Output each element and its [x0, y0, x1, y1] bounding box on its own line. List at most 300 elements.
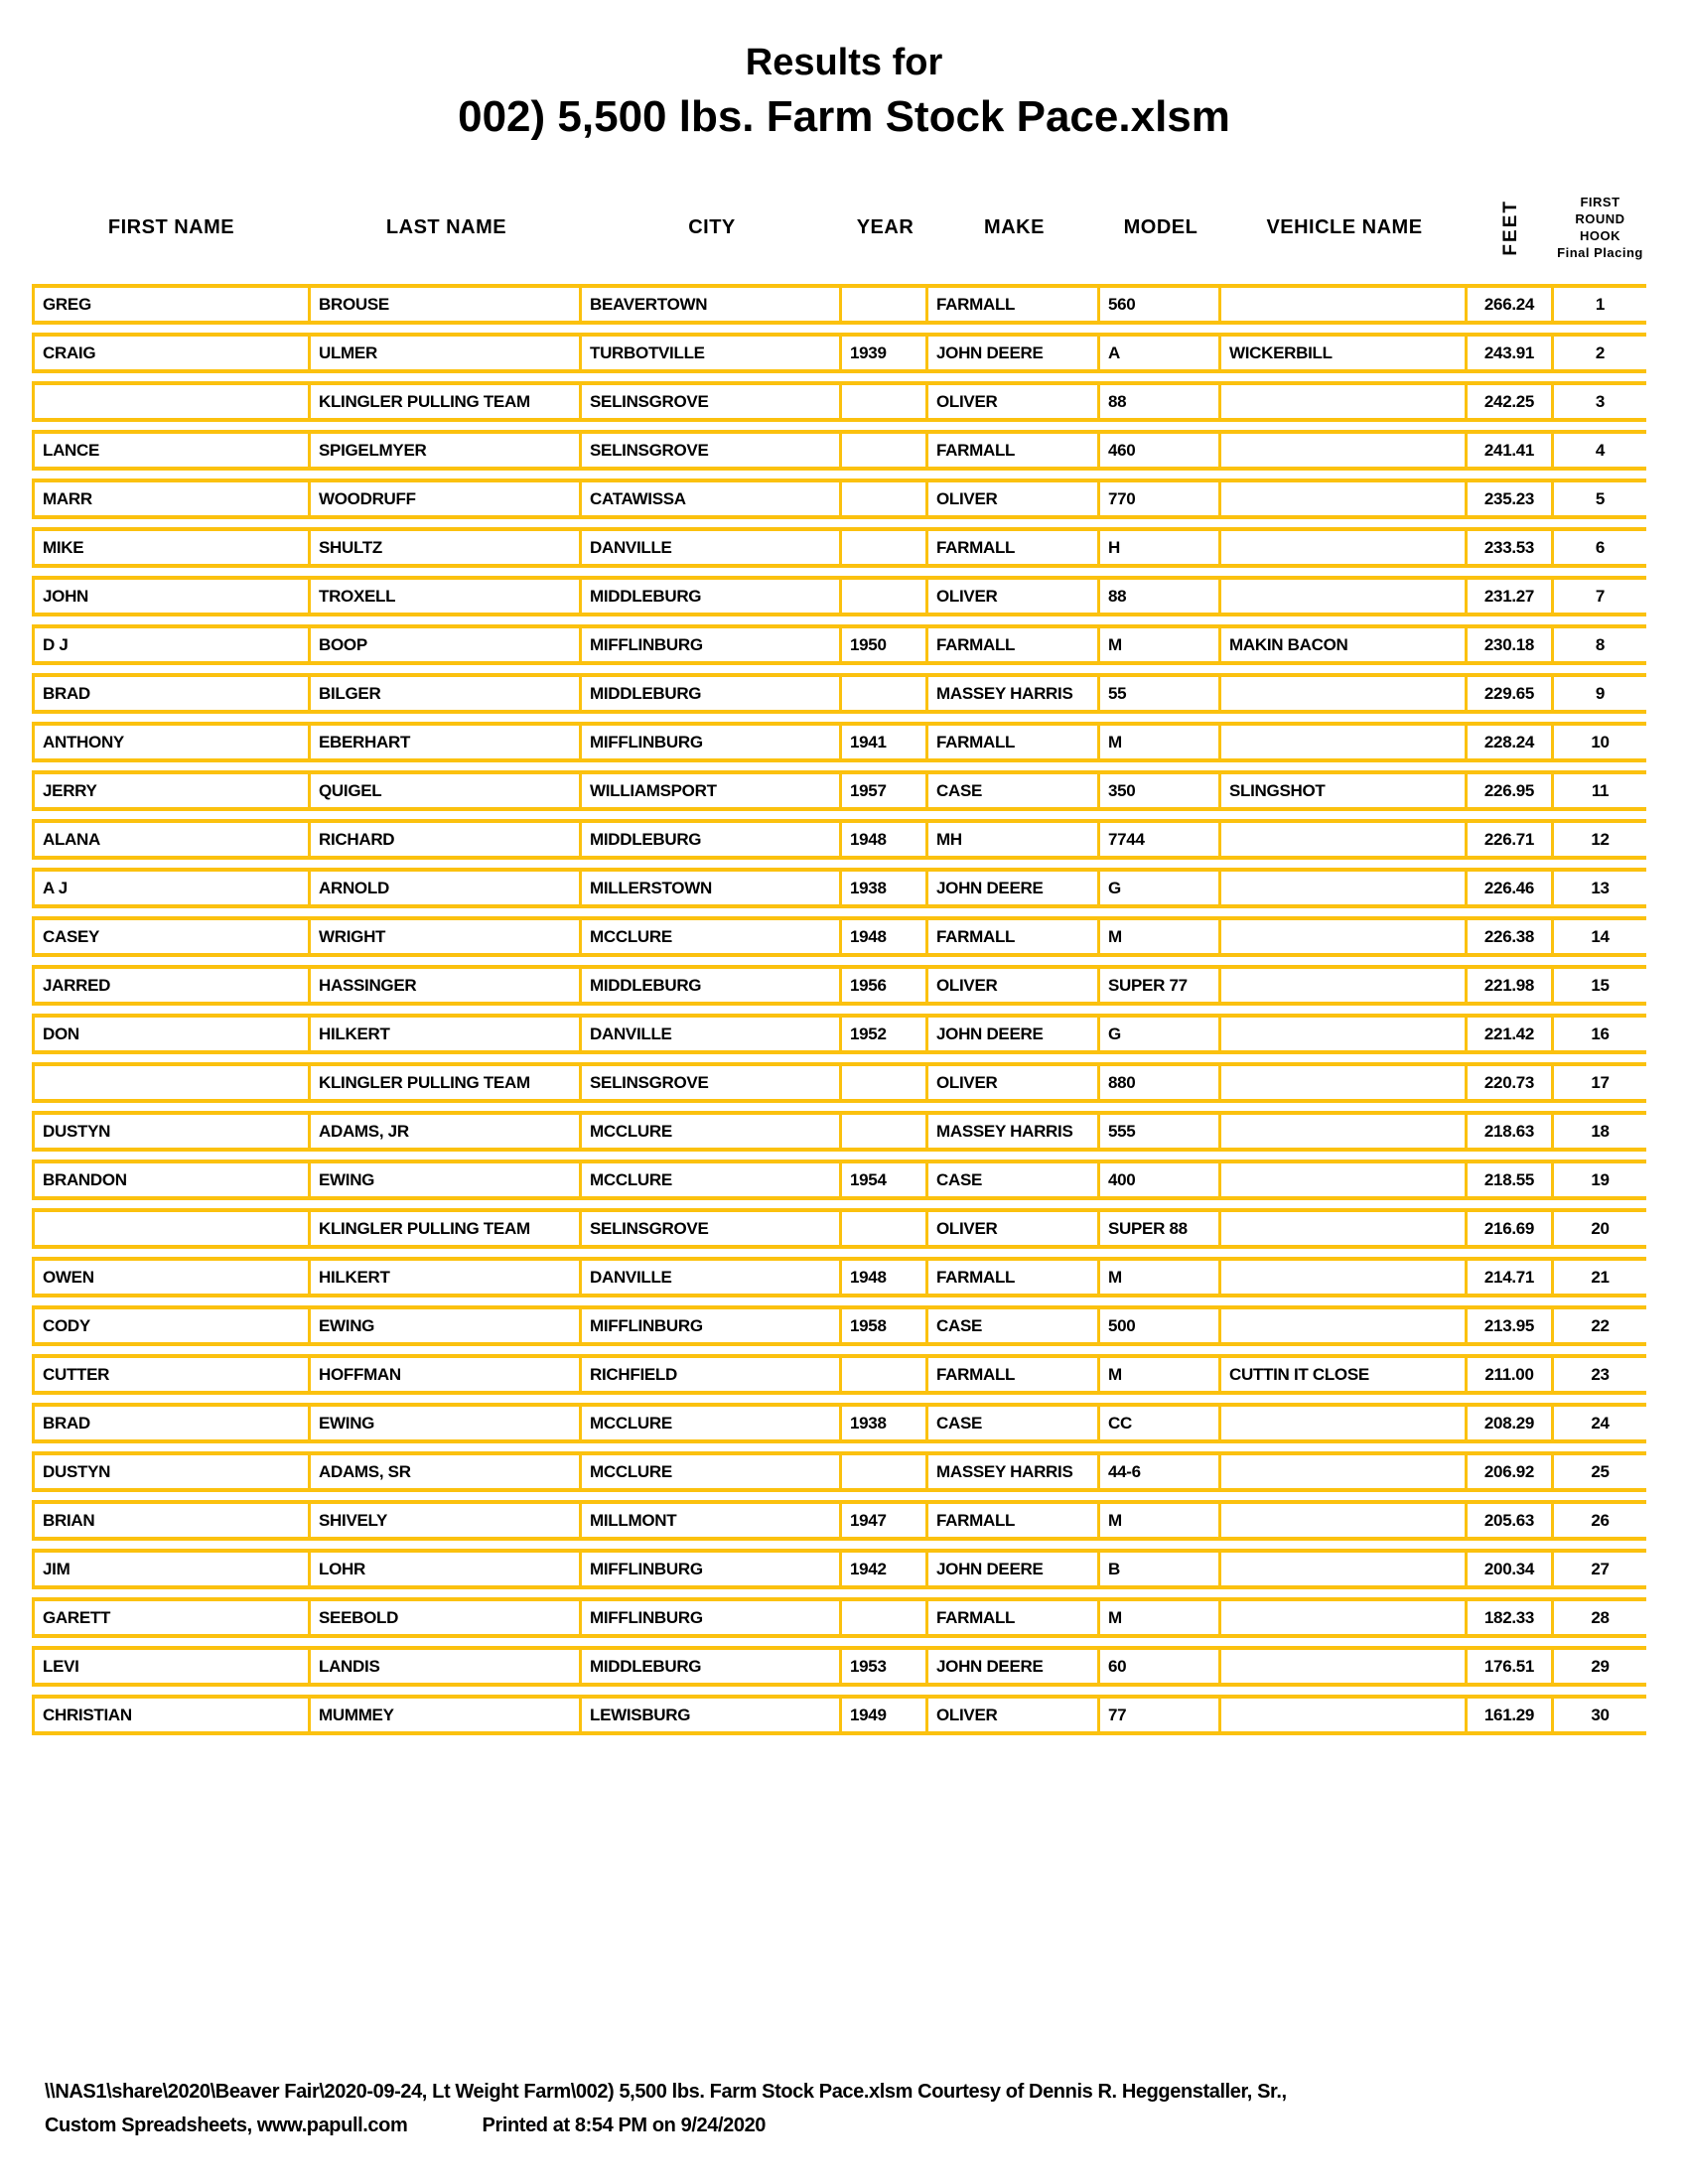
cell-year: 1941	[842, 726, 928, 758]
cell-first: DUSTYN	[32, 1115, 311, 1148]
cell-vehicle: WICKERBILL	[1221, 337, 1468, 369]
cell-model: 350	[1100, 774, 1221, 807]
cell-year: 1953	[842, 1650, 928, 1683]
table-row	[32, 1646, 1646, 1687]
cell-place: 28	[1591, 1607, 1610, 1627]
cell-place: 20	[1591, 1218, 1610, 1238]
cell-vehicle	[1221, 1163, 1468, 1196]
cell-make: FARMALL	[928, 920, 1100, 953]
cell-year	[842, 434, 928, 467]
cell-model: M	[1100, 726, 1221, 758]
cell-last: SEEBOLD	[311, 1601, 582, 1634]
cell-place: 17	[1591, 1072, 1610, 1092]
cell-city: MCCLURE	[582, 1407, 842, 1439]
cell-place: 16	[1591, 1024, 1610, 1043]
cell-first: BRAD	[32, 1407, 311, 1439]
cell-place: 21	[1591, 1267, 1610, 1287]
cell-make: JOHN DEERE	[928, 872, 1100, 904]
cell-vehicle: SLINGSHOT	[1221, 774, 1468, 807]
cell-feet: 218.55	[1468, 1163, 1554, 1196]
cell-first: CHRISTIAN	[32, 1699, 311, 1731]
table-row	[32, 1451, 1646, 1492]
cell-last: MUMMEY	[311, 1699, 582, 1731]
cell-city: SELINSGROVE	[582, 1212, 842, 1245]
cell-last: EBERHART	[311, 726, 582, 758]
cell-model: 88	[1100, 580, 1221, 613]
cell-city: DANVILLE	[582, 1018, 842, 1050]
cell-make: OLIVER	[928, 580, 1100, 613]
table-row	[32, 868, 1646, 908]
cell-last: QUIGEL	[311, 774, 582, 807]
cell-feet: 213.95	[1468, 1309, 1554, 1342]
table-row	[32, 916, 1646, 957]
cell-make: JOHN DEERE	[928, 337, 1100, 369]
results-table-body	[32, 284, 1646, 1735]
cell-city: MIDDLEBURG	[582, 677, 842, 710]
cell-model: 60	[1100, 1650, 1221, 1683]
cell-last: EWING	[311, 1407, 582, 1439]
col-header-year: YEAR	[856, 215, 914, 238]
cell-last: BROUSE	[311, 288, 582, 321]
cell-year: 1947	[842, 1504, 928, 1537]
cell-place: 4	[1595, 440, 1606, 460]
cell-first: JIM	[32, 1553, 311, 1585]
cell-feet: 229.65	[1468, 677, 1554, 710]
cell-feet: 243.91	[1468, 337, 1554, 369]
cell-year	[842, 580, 928, 613]
cell-model: 555	[1100, 1115, 1221, 1148]
cell-place: 3	[1595, 391, 1606, 411]
cell-city: MIDDLEBURG	[582, 969, 842, 1002]
cell-first: JERRY	[32, 774, 311, 807]
cell-place: 8	[1595, 634, 1606, 654]
cell-last: WOODRUFF	[311, 482, 582, 515]
cell-last: RICHARD	[311, 823, 582, 856]
cell-vehicle	[1221, 677, 1468, 710]
cell-model: 88	[1100, 385, 1221, 418]
title-line2: 002) 5,500 lbs. Farm Stock Pace.xlsm	[458, 92, 1230, 141]
cell-vehicle	[1221, 1115, 1468, 1148]
cell-place: 22	[1591, 1315, 1610, 1335]
cell-city: MIDDLEBURG	[582, 580, 842, 613]
cell-model: G	[1100, 1018, 1221, 1050]
cell-vehicle	[1221, 580, 1468, 613]
table-row	[32, 819, 1646, 860]
cell-make: MASSEY HARRIS	[928, 677, 1100, 710]
cell-last: ADAMS, SR	[311, 1455, 582, 1488]
cell-model: 560	[1100, 288, 1221, 321]
cell-feet: 242.25	[1468, 385, 1554, 418]
cell-city: TURBOTVILLE	[582, 337, 842, 369]
cell-model: 500	[1100, 1309, 1221, 1342]
cell-vehicle	[1221, 969, 1468, 1002]
cell-first	[32, 1212, 311, 1245]
table-row	[32, 576, 1646, 616]
table-row	[32, 430, 1646, 471]
cell-city: MCCLURE	[582, 920, 842, 953]
cell-year	[842, 1066, 928, 1099]
cell-vehicle	[1221, 1455, 1468, 1488]
cell-year	[842, 385, 928, 418]
table-row	[32, 1549, 1646, 1589]
cell-vehicle	[1221, 726, 1468, 758]
cell-first: BRANDON	[32, 1163, 311, 1196]
cell-first: DUSTYN	[32, 1455, 311, 1488]
cell-year: 1950	[842, 628, 928, 661]
cell-feet: 241.41	[1468, 434, 1554, 467]
cell-vehicle	[1221, 1650, 1468, 1683]
cell-place: 11	[1591, 780, 1610, 800]
cell-first: DON	[32, 1018, 311, 1050]
cell-first: MARR	[32, 482, 311, 515]
cell-make: OLIVER	[928, 969, 1100, 1002]
cell-first: LANCE	[32, 434, 311, 467]
cell-make: FARMALL	[928, 434, 1100, 467]
cell-last: HASSINGER	[311, 969, 582, 1002]
cell-year	[842, 1358, 928, 1391]
cell-place: 27	[1591, 1559, 1610, 1578]
cell-vehicle	[1221, 434, 1468, 467]
cell-feet: 228.24	[1468, 726, 1554, 758]
cell-make: MASSEY HARRIS	[928, 1455, 1100, 1488]
cell-year: 1957	[842, 774, 928, 807]
col-header-placing	[1554, 194, 1646, 261]
cell-last: KLINGLER PULLING TEAM	[311, 1212, 582, 1245]
cell-vehicle: CUTTIN IT CLOSE	[1221, 1358, 1468, 1391]
cell-feet: 266.24	[1468, 288, 1554, 321]
cell-year: 1942	[842, 1553, 928, 1585]
table-row	[32, 333, 1646, 373]
cell-place: 6	[1595, 537, 1606, 557]
cell-city: MIFFLINBURG	[582, 726, 842, 758]
cell-last: HILKERT	[311, 1261, 582, 1294]
cell-year: 1938	[842, 1407, 928, 1439]
cell-place: 10	[1591, 732, 1610, 751]
cell-make: FARMALL	[928, 1601, 1100, 1634]
cell-city: BEAVERTOWN	[582, 288, 842, 321]
cell-year	[842, 1601, 928, 1634]
cell-first: CODY	[32, 1309, 311, 1342]
cell-last: WRIGHT	[311, 920, 582, 953]
cell-feet: 218.63	[1468, 1115, 1554, 1148]
cell-model: A	[1100, 337, 1221, 369]
cell-model: M	[1100, 1261, 1221, 1294]
cell-vehicle	[1221, 1309, 1468, 1342]
cell-vehicle	[1221, 1018, 1468, 1050]
cell-first: LEVI	[32, 1650, 311, 1683]
cell-year: 1948	[842, 823, 928, 856]
col-header-last-name: LAST NAME	[385, 215, 507, 238]
cell-first: BRAD	[32, 677, 311, 710]
cell-vehicle	[1221, 1212, 1468, 1245]
cell-year	[842, 1455, 928, 1488]
cell-place: 24	[1591, 1413, 1610, 1433]
table-row	[32, 1354, 1646, 1395]
table-row	[32, 478, 1646, 519]
cell-feet: 230.18	[1468, 628, 1554, 661]
cell-city: MIDDLEBURG	[582, 1650, 842, 1683]
cell-feet: 211.00	[1468, 1358, 1554, 1391]
cell-year	[842, 677, 928, 710]
cell-last: EWING	[311, 1163, 582, 1196]
cell-last: TROXELL	[311, 580, 582, 613]
cell-make: OLIVER	[928, 1212, 1100, 1245]
cell-model: 7744	[1100, 823, 1221, 856]
cell-vehicle	[1221, 1601, 1468, 1634]
cell-make: FARMALL	[928, 531, 1100, 564]
cell-model: 770	[1100, 482, 1221, 515]
cell-city: MIFFLINBURG	[582, 1553, 842, 1585]
cell-feet: 206.92	[1468, 1455, 1554, 1488]
cell-feet: 208.29	[1468, 1407, 1554, 1439]
cell-make: MH	[928, 823, 1100, 856]
cell-place: 14	[1591, 926, 1610, 946]
table-row	[32, 1062, 1646, 1103]
cell-last: LANDIS	[311, 1650, 582, 1683]
table-row	[32, 770, 1646, 811]
cell-place: 7	[1595, 586, 1606, 606]
cell-model: SUPER 77	[1100, 969, 1221, 1002]
cell-make: FARMALL	[928, 1504, 1100, 1537]
table-row	[32, 1500, 1646, 1541]
cell-place: 26	[1591, 1510, 1610, 1530]
cell-year: 1948	[842, 920, 928, 953]
cell-place: 9	[1595, 683, 1606, 703]
cell-place: 13	[1591, 878, 1610, 897]
cell-first: CUTTER	[32, 1358, 311, 1391]
cell-city: MIDDLEBURG	[582, 823, 842, 856]
cell-last: HILKERT	[311, 1018, 582, 1050]
cell-first: GREG	[32, 288, 311, 321]
table-row	[32, 1695, 1646, 1735]
cell-city: MILLERSTOWN	[582, 872, 842, 904]
cell-place: 2	[1595, 342, 1606, 362]
cell-first: BRIAN	[32, 1504, 311, 1537]
cell-place: 29	[1591, 1656, 1610, 1676]
cell-city: MCCLURE	[582, 1115, 842, 1148]
cell-make: CASE	[928, 774, 1100, 807]
cell-feet: 226.95	[1468, 774, 1554, 807]
cell-first: D J	[32, 628, 311, 661]
cell-year: 1938	[842, 872, 928, 904]
table-row	[32, 624, 1646, 665]
cell-first: CRAIG	[32, 337, 311, 369]
cell-feet: 233.53	[1468, 531, 1554, 564]
table-row	[32, 1403, 1646, 1443]
cell-model: SUPER 88	[1100, 1212, 1221, 1245]
table-row	[32, 1160, 1646, 1200]
cell-make: JOHN DEERE	[928, 1018, 1100, 1050]
cell-model: 77	[1100, 1699, 1221, 1731]
cell-first	[32, 385, 311, 418]
cell-city: MIFFLINBURG	[582, 1309, 842, 1342]
cell-place: 5	[1595, 488, 1606, 508]
cell-feet: 220.73	[1468, 1066, 1554, 1099]
cell-year: 1948	[842, 1261, 928, 1294]
cell-make: JOHN DEERE	[928, 1553, 1100, 1585]
cell-feet: 216.69	[1468, 1212, 1554, 1245]
cell-vehicle	[1221, 288, 1468, 321]
cell-year	[842, 482, 928, 515]
cell-vehicle	[1221, 1504, 1468, 1537]
cell-first: JOHN	[32, 580, 311, 613]
cell-last: BOOP	[311, 628, 582, 661]
first-round-hook-label	[1554, 194, 1646, 261]
cell-first	[32, 1066, 311, 1099]
cell-make: FARMALL	[928, 1358, 1100, 1391]
cell-feet: 221.42	[1468, 1018, 1554, 1050]
table-row	[32, 1208, 1646, 1249]
cell-vehicle	[1221, 823, 1468, 856]
cell-make: OLIVER	[928, 385, 1100, 418]
col-header-city: CITY	[688, 215, 736, 238]
cell-year	[842, 1212, 928, 1245]
cell-model: H	[1100, 531, 1221, 564]
cell-last: ADAMS, JR	[311, 1115, 582, 1148]
cell-model: M	[1100, 1601, 1221, 1634]
cell-first: OWEN	[32, 1261, 311, 1294]
cell-first: ANTHONY	[32, 726, 311, 758]
cell-vehicle	[1221, 1699, 1468, 1731]
cell-feet: 226.71	[1468, 823, 1554, 856]
cell-place: 30	[1591, 1705, 1610, 1724]
cell-model: 880	[1100, 1066, 1221, 1099]
column-header-row	[32, 189, 1646, 266]
cell-first: ALANA	[32, 823, 311, 856]
cell-city: WILLIAMSPORT	[582, 774, 842, 807]
cell-feet: 214.71	[1468, 1261, 1554, 1294]
cell-first: A J	[32, 872, 311, 904]
cell-vehicle	[1221, 531, 1468, 564]
table-row	[32, 1111, 1646, 1152]
cell-feet: 200.34	[1468, 1553, 1554, 1585]
table-row	[32, 1014, 1646, 1054]
cell-model: 400	[1100, 1163, 1221, 1196]
cell-last: KLINGLER PULLING TEAM	[311, 1066, 582, 1099]
cell-place: 19	[1591, 1169, 1610, 1189]
cell-place: 23	[1591, 1364, 1610, 1384]
table-row	[32, 722, 1646, 762]
cell-feet: 176.51	[1468, 1650, 1554, 1683]
cell-vehicle: MAKIN BACON	[1221, 628, 1468, 661]
cell-vehicle	[1221, 1553, 1468, 1585]
cell-city: MIFFLINBURG	[582, 628, 842, 661]
cell-feet: 235.23	[1468, 482, 1554, 515]
cell-feet: 182.33	[1468, 1601, 1554, 1634]
table-row	[32, 1597, 1646, 1638]
cell-place: 12	[1591, 829, 1610, 849]
cell-year: 1949	[842, 1699, 928, 1731]
results-sheet	[32, 189, 1646, 1743]
col-header-model: MODEL	[1123, 215, 1198, 238]
cell-last: SHULTZ	[311, 531, 582, 564]
hook-line1: FIRST ROUND	[1575, 195, 1625, 226]
col-header-vehicle-name: VEHICLE NAME	[1266, 215, 1423, 238]
table-row	[32, 673, 1646, 714]
title-line1: Results for	[745, 42, 943, 83]
cell-city: SELINSGROVE	[582, 385, 842, 418]
cell-last: KLINGLER PULLING TEAM	[311, 385, 582, 418]
cell-first: GARETT	[32, 1601, 311, 1634]
cell-city: CATAWISSA	[582, 482, 842, 515]
cell-vehicle	[1221, 1407, 1468, 1439]
cell-feet: 205.63	[1468, 1504, 1554, 1537]
cell-city: DANVILLE	[582, 1261, 842, 1294]
col-header-make: MAKE	[984, 215, 1045, 238]
table-row	[32, 1257, 1646, 1297]
cell-year: 1939	[842, 337, 928, 369]
cell-city: MIFFLINBURG	[582, 1601, 842, 1634]
cell-make: FARMALL	[928, 726, 1100, 758]
cell-feet: 226.46	[1468, 872, 1554, 904]
col-header-first-name: FIRST NAME	[107, 215, 235, 238]
table-row	[32, 965, 1646, 1006]
cell-last: SHIVELY	[311, 1504, 582, 1537]
cell-year: 1958	[842, 1309, 928, 1342]
cell-city: MILLMONT	[582, 1504, 842, 1537]
cell-make: OLIVER	[928, 1699, 1100, 1731]
cell-make: MASSEY HARRIS	[928, 1115, 1100, 1148]
cell-model: M	[1100, 1504, 1221, 1537]
cell-feet: 221.98	[1468, 969, 1554, 1002]
cell-last: HOFFMAN	[311, 1358, 582, 1391]
cell-vehicle	[1221, 920, 1468, 953]
cell-last: LOHR	[311, 1553, 582, 1585]
cell-model: 460	[1100, 434, 1221, 467]
cell-city: DANVILLE	[582, 531, 842, 564]
cell-year: 1956	[842, 969, 928, 1002]
cell-model: M	[1100, 628, 1221, 661]
cell-city: LEWISBURG	[582, 1699, 842, 1731]
table-row	[32, 1305, 1646, 1346]
cell-vehicle	[1221, 482, 1468, 515]
table-row	[32, 381, 1646, 422]
cell-place: 1	[1595, 294, 1606, 314]
cell-city: RICHFIELD	[582, 1358, 842, 1391]
cell-feet: 231.27	[1468, 580, 1554, 613]
cell-city: MCCLURE	[582, 1455, 842, 1488]
cell-last: ULMER	[311, 337, 582, 369]
cell-make: JOHN DEERE	[928, 1650, 1100, 1683]
cell-year: 1954	[842, 1163, 928, 1196]
table-row	[32, 284, 1646, 325]
cell-vehicle	[1221, 872, 1468, 904]
cell-place: 15	[1591, 975, 1610, 995]
hook-line3: Final Placing	[1557, 245, 1643, 260]
cell-place: 18	[1591, 1121, 1610, 1141]
cell-model: M	[1100, 1358, 1221, 1391]
cell-place: 25	[1591, 1461, 1610, 1481]
page-title	[0, 42, 1688, 142]
cell-first: JARRED	[32, 969, 311, 1002]
hook-line2: HOOK	[1580, 228, 1620, 243]
feet-rotated-label: FEET	[1500, 199, 1521, 256]
cell-model: CC	[1100, 1407, 1221, 1439]
cell-model: B	[1100, 1553, 1221, 1585]
cell-first: CASEY	[32, 920, 311, 953]
col-header-feet	[1468, 200, 1554, 256]
cell-model: 55	[1100, 677, 1221, 710]
page-footer	[45, 2075, 1663, 2142]
cell-city: SELINSGROVE	[582, 434, 842, 467]
cell-make: CASE	[928, 1309, 1100, 1342]
cell-last: ARNOLD	[311, 872, 582, 904]
cell-first: MIKE	[32, 531, 311, 564]
cell-vehicle	[1221, 1066, 1468, 1099]
footer-file-path: \\NAS1\share\2020\Beaver Fair\2020-09-24, Lt Weight Farm\002) 5,500 lbs. Farm Stock Pace.xlsm Courtesy of Dennis R. Heggenstaller, Sr.,	[45, 2081, 1287, 2103]
cell-last: SPIGELMYER	[311, 434, 582, 467]
cell-make: FARMALL	[928, 628, 1100, 661]
